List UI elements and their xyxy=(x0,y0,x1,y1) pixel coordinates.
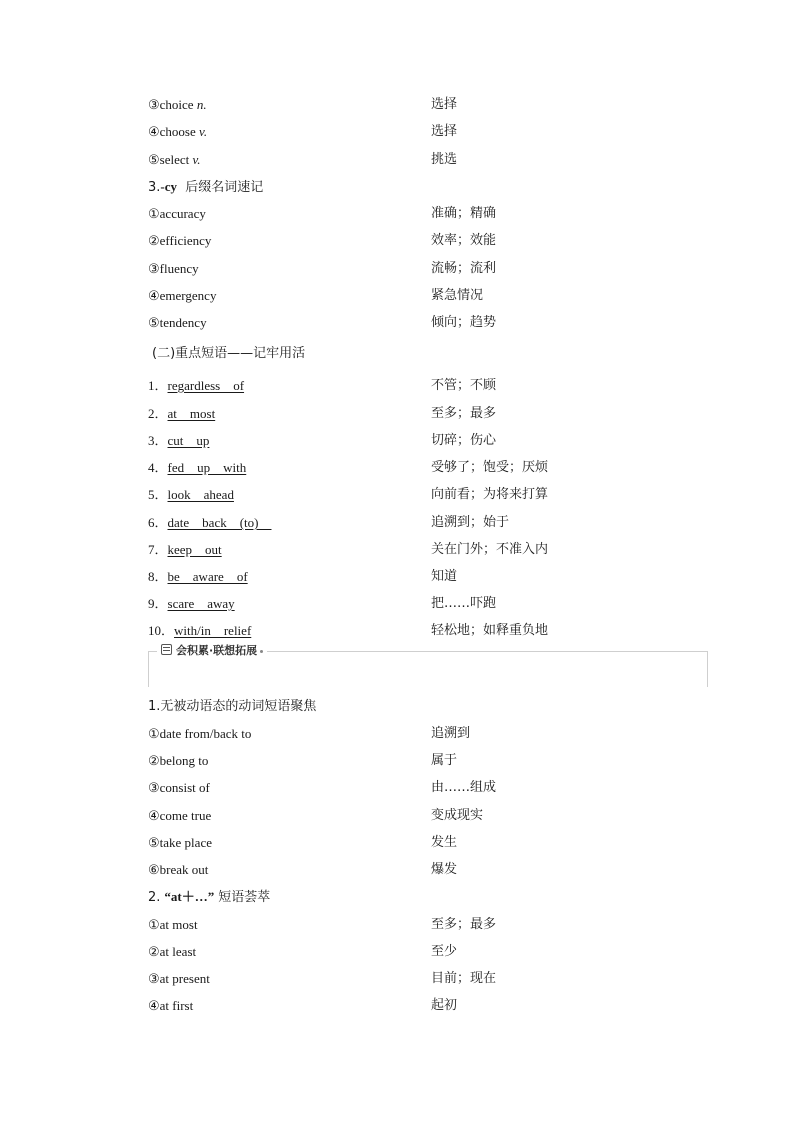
phrase-item: 1．regardless of 不管；不顾 xyxy=(148,378,497,393)
list-icon xyxy=(161,644,172,655)
phrase-item: ①at most 至多；最多 xyxy=(148,917,497,932)
phrase-item: 5．look ahead 向前看；为将来打算 xyxy=(148,487,549,502)
phrase-answer: at most xyxy=(167,406,216,421)
phrase-answer: fed up with xyxy=(167,460,247,475)
phrase-answer: regardless of xyxy=(167,378,245,393)
box-title: 会积累·联想拓展 xyxy=(157,644,267,658)
phrase-answer: date back (to) xyxy=(167,515,272,530)
section-heading-expand-2: 2. “at＋…” 短语荟萃 xyxy=(148,889,271,905)
phrase-item: 3．cut up 切碎；伤心 xyxy=(148,433,497,448)
word-item: ③fluency 流畅；流利 xyxy=(148,261,497,276)
word-item xyxy=(148,150,618,170)
phrase-item: 10．with/in relief 轻松地；如释重负地 xyxy=(148,623,549,638)
phrase-answer: be aware of xyxy=(167,569,248,584)
word-meaning: 选择 xyxy=(431,124,458,139)
phrase-item: ④come true 变成现实 xyxy=(148,808,484,823)
phrase-item: 2．at most 至多；最多 xyxy=(148,406,497,421)
dot-icon xyxy=(260,650,263,653)
section-heading-cy: 3.-cy 后缀名词速记 xyxy=(148,179,264,195)
section-heading-expand-1: 1.无被动语态的动词短语聚焦 xyxy=(148,699,317,714)
phrase-item: ⑤take place 发生 xyxy=(148,835,458,850)
word-term: ④choose v. xyxy=(148,124,208,139)
phrase-item: ③at present 目前；现在 xyxy=(148,971,497,986)
phrase-item: ⑥break out 爆发 xyxy=(148,862,458,877)
phrase-item: 7．keep out 关在门外；不准入内 xyxy=(148,542,549,557)
phrase-item: 4．fed up with 受够了；饱受；厌烦 xyxy=(148,460,549,475)
word-item xyxy=(148,122,618,142)
phrase-answer: look ahead xyxy=(167,487,234,502)
word-item: ②efficiency 效率；效能 xyxy=(148,233,497,248)
word-item: ⑤tendency 倾向；趋势 xyxy=(148,315,497,330)
phrase-item: ④at first 起初 xyxy=(148,998,458,1013)
phrase-item: 6．date back (to) 追溯到；始于 xyxy=(148,515,510,530)
word-term: ③choice n. xyxy=(148,97,207,112)
word-meaning: 挑选 xyxy=(431,152,458,167)
phrase-answer: scare away xyxy=(167,596,235,611)
phrase-item: ③consist of 由……组成 xyxy=(148,780,497,795)
phrase-answer: with/in relief xyxy=(174,623,252,638)
phrase-answer: cut up xyxy=(167,433,210,448)
word-meaning: 选择 xyxy=(431,97,458,112)
phrase-item: 8．be aware of 知道 xyxy=(148,569,458,584)
phrase-item: ②at least 至少 xyxy=(148,944,458,959)
word-item: ④emergency 紧急情况 xyxy=(148,288,484,303)
phrase-item: ②belong to 属于 xyxy=(148,753,458,768)
word-term: ⑤select v. xyxy=(148,152,201,167)
word-item xyxy=(148,95,618,115)
section-heading-phrases: (二)重点短语——记牢用活 xyxy=(152,346,306,361)
accumulate-box xyxy=(148,644,708,687)
word-item: ①accuracy 准确；精确 xyxy=(148,206,497,221)
phrase-item: 9．scare away 把……吓跑 xyxy=(148,596,497,611)
phrase-answer: keep out xyxy=(167,542,222,557)
phrase-item: ①date from/back to 追溯到 xyxy=(148,726,471,741)
